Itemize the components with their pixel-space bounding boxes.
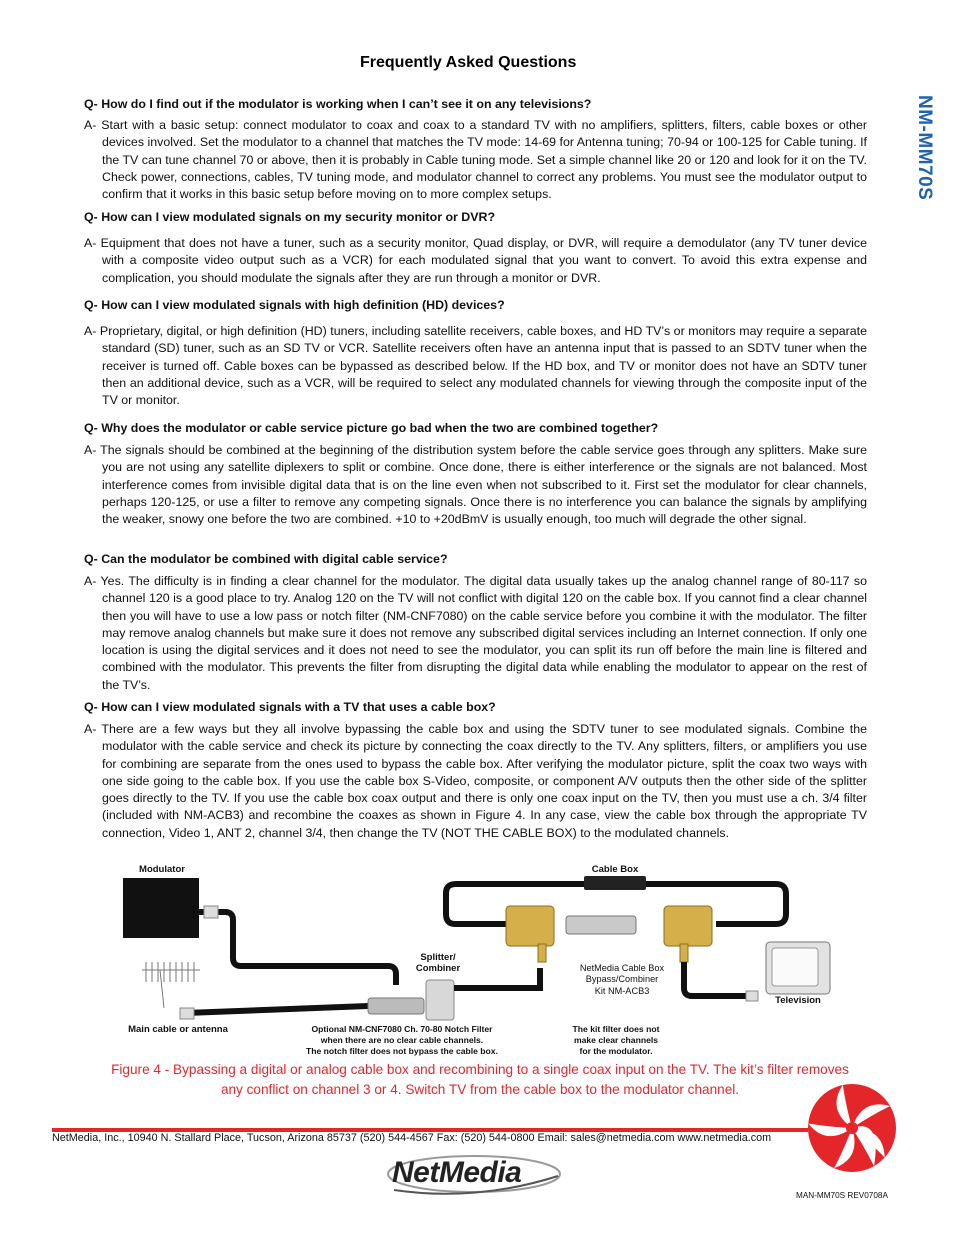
faq-question: Q- Can the modulator be combined with digital cable service? [84,552,448,566]
television-label: Television [775,995,821,1006]
netmedia-logo [386,1150,566,1200]
cable-box-device [584,876,646,890]
faq-item-1 [84,96,867,203]
document-number: MAN-MM70S REV0708A [796,1191,888,1200]
notch-filter-note: Optional NM-CNF7080 Ch. 70-80 Notch Filter when there are no clear cable channels. The notch filter does not bypass the cable box. [306,1024,498,1056]
television-icon [766,942,830,994]
kit-filter [566,916,636,934]
faq-answer: A- Yes. The difficulty is in finding a clear channel for the modulator. The digital data usually takes up the analog channel range of 80-117 so channel 120 is a good place to try. Analog 120 on the TV will not conflict with digital 120 on the cable box. If you cannot find a clear channel then you will have to use a low pass or notch filter (NM-CNF7080) on the cable service before you combine it with the modulator. The filter may remove analog channels but make sure it does not remove any subscribed digital services including an Internet connection. If only one location is using the digital services and it does not need to see the modulator, you can split its run off before the main line is filtered and combined with the modulator. This prevents the filter from disrupting the digital data while enabling the modulator to appear on the rest of the TV’s. [84,574,867,692]
kit-label: NetMedia Cable Box Bypass/Combiner Kit NM-ACB3 [579,963,665,996]
page-title: Frequently Asked Questions [360,54,577,71]
faq-answer: A- Proprietary, digital, or high definition (HD) tuners, including satellite receivers, cable boxes, and HD TV’s or monitors may require a separate standard (SD) tuner, such as an SD TV or VCR. Satellite receivers often have an antenna input that is passed to an SDTV tuner when the receiver is turned off. Cable boxes can be bypassed as described below. If the HD box, and TV or monitor does not have an SDTV tuner then an additional device, such as a VCR, will be required to select any modulated channels for viewing through the composite input of the TV or monitor. [84,324,867,408]
faq-question: Q- How can I view modulated signals with high definition (HD) devices? [84,298,505,312]
main-cable-label: Main cable or antenna [128,1024,228,1035]
kit-splitter-left [506,906,554,946]
footer-contact: NetMedia, Inc., 10940 N. Stallard Place, Tucson, Arizona 85737 (520) 544-4567 Fax: (520) 544-0800 Email: sales@netmedia.com www.netmedia.com [52,1132,772,1144]
faq-question: Q- How do I find out if the modulator is working when I can’t see it on any televisions? [84,97,592,111]
splitter-label: Splitter/ Combiner [415,952,461,974]
kit-splitter-right [664,906,712,946]
modulator-device [123,878,199,938]
figure-4-diagram [0,858,954,1064]
faq-item-6 [84,699,867,842]
faq-question: Q- How can I view modulated signals on my security monitor or DVR? [84,210,496,224]
faq-question: Q- Why does the modulator or cable service picture go bad when the two are combined together? [84,421,659,435]
splitter-combiner [426,980,454,1020]
faq-question: Q- How can I view modulated signals with a TV that uses a cable box? [84,700,496,714]
cable-box-label: Cable Box [591,864,639,875]
notch-filter [368,998,424,1014]
pinwheel-logo-icon [806,1082,898,1174]
faq-item-5 [84,551,867,694]
faq-answer: A- Start with a basic setup: connect modulator to coax and coax to a standard TV with no amplifiers, splitters, filters, cable boxes or other devices involved. Set the modulator to a channel that matches the TV mode: 14-69 for Antenna tuning; 70-94 or 100-125 for Cable tuning. If the TV can tune channel 70 or above, then it is probably in Cable tuning mode. Set a simple channel like 20 or 120 and look for it on the TV. Check power, connections, cables, TV tuning mode, and modulator channel to correct any problems. You must see the modulator output to confirm that it works in this basic setup before moving on to more complex setups. [84,118,867,202]
product-side-label: NM-MM70S [914,95,935,201]
faq-item-4 [84,420,867,528]
faq-answer: A- There are a few ways but they all involve bypassing the cable box and using the SDTV tuner to see modulated signals. Combine the modulator with the cable service and check its picture by connecting the coax directly to the TV. Any splitters, filters, or amplifiers you use for combining are separate from the ones used to bypass the cable box. After verifying the modulator picture, split the coax two ways with one side going to the cable box. If you use the cable box S-Video, composite, or component A/V outputs then the other side of the splitter goes directly to the TV. If you use the cable box coax output and there is only one coax input on the TV, then you must use a ch. 3/4 filter (included with NM-ACB3) and recombine the coaxes as shown in Figure 4. In any case, view the cable box through the appropriate TV connection, Video 1, ANT 2, channel 3/4, then change the TV (NOT THE CABLE BOX) to the modulated channels. [84,722,867,840]
faq-item-3 [84,297,867,409]
faq-answer: A- The signals should be combined at the beginning of the distribution system before the cable service goes through any splitters. Make sure you are not using any satellite diplexers to split or combine. Once done, there is either interference or the signals are not balanced. Most interference comes from invisible digital data that is on the line even when not subscribed to it. First set the modulator for clear channels, perhaps 120-125, or use a filter to remove any competing signals. Once there is no interference you can balance the signals by amplifying the weaker, snowy one before the two are combined. +10 to +20dBmV is usually enough, too much will degrade the other signal. [84,443,867,527]
antenna-icon [142,962,200,1008]
figure-caption: Figure 4 - Bypassing a digital or analog cable box and recombining to a single coax input on the TV. The kit’s filter removes any conflict on channel 3 or 4. Switch TV from the cable box to the modulator channel. [111,1062,849,1097]
modulator-label: Modulator [139,864,185,875]
faq-answer: A- Equipment that does not have a tuner, such as a security monitor, Quad display, or DVR, will require a demodulator (any TV tuner device with a composite video output such as a VCR) for each modulated signal that you want to convert. To avoid this extra expense and complication, you should modulate the signals after they are run through a monitor or DVR. [84,236,867,285]
kit-filter-note: The kit filter does not make clear channels for the modulator. [572,1024,660,1056]
netmedia-logo-text: NetMedia [392,1156,522,1189]
faq-item-2 [84,209,867,287]
